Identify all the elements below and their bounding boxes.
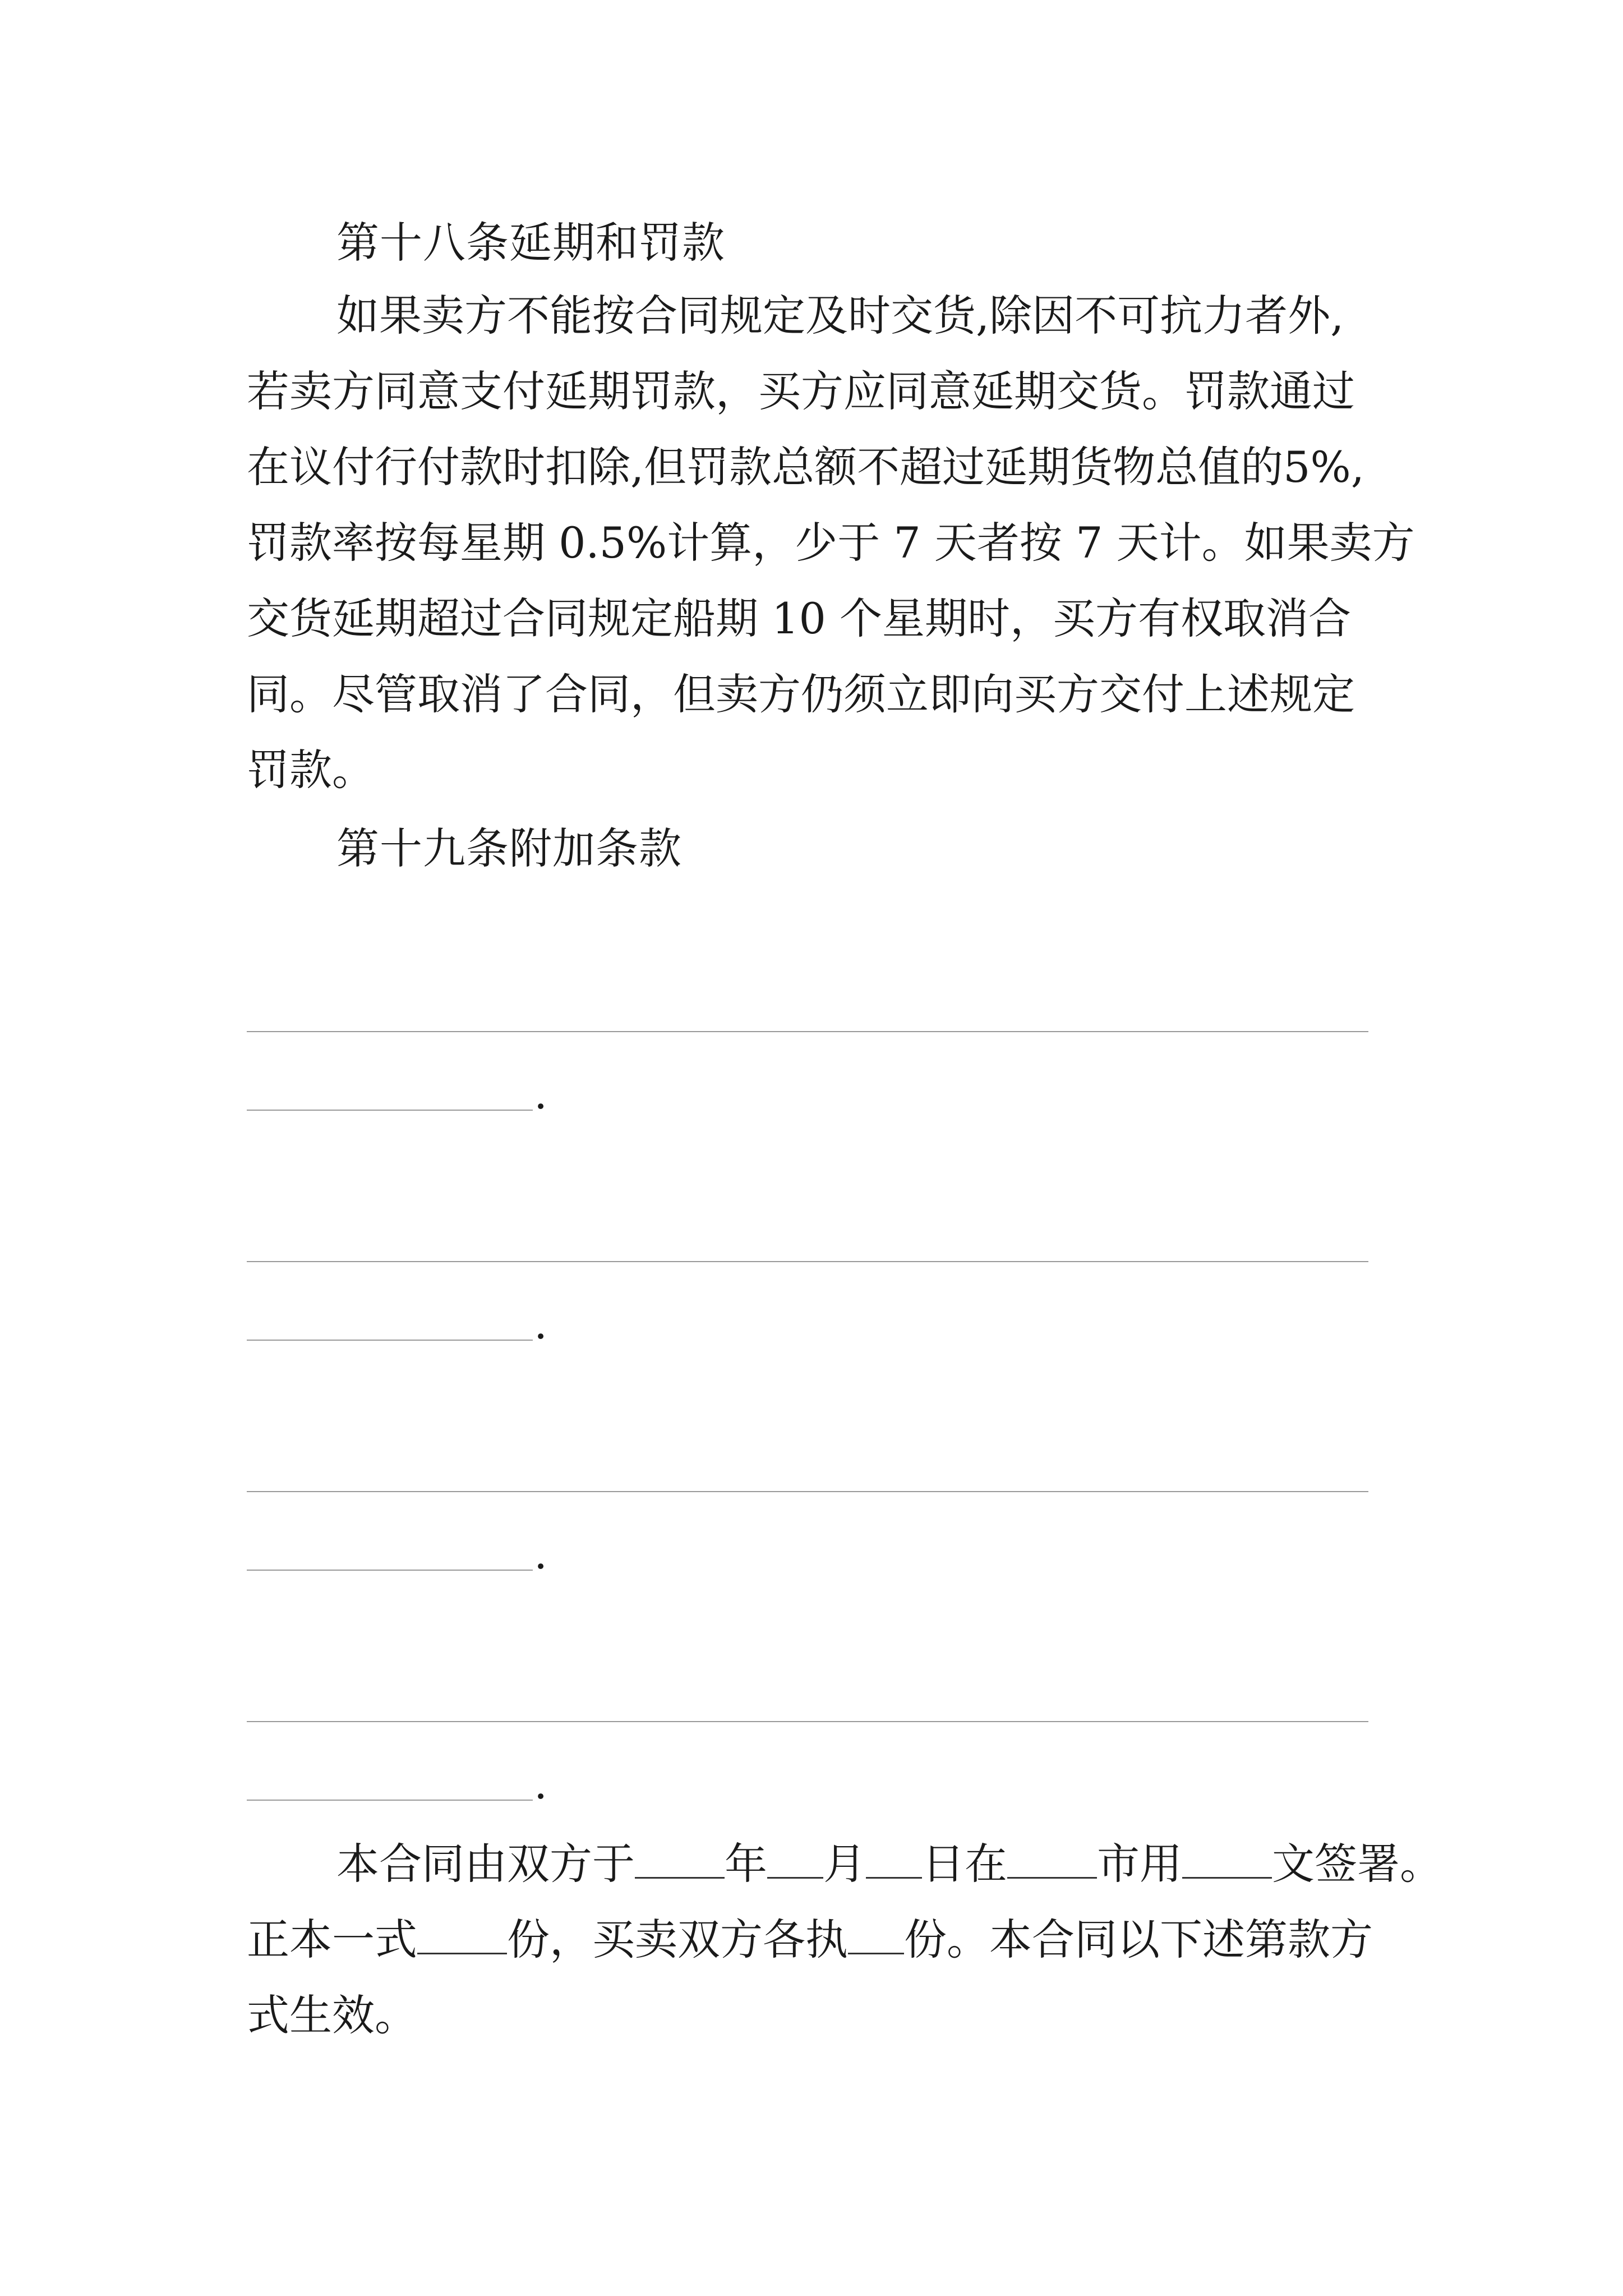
blank-line-short-1[interactable] [247, 1110, 533, 1111]
article-18-line-6: 同。尽管取消了合同，但卖方仍须立即向买方交付上述规定 [247, 669, 1355, 719]
closing-text-1: 本合同由双方于 [336, 1839, 635, 1889]
blank-line-long-1[interactable] [247, 1031, 1368, 1032]
article-18-line-1: 如果卖方不能按合同规定及时交货,除因不可抗力者外, [336, 291, 1344, 341]
closing-line-3: 式生效。 [247, 1990, 417, 2040]
blank-line-long-4[interactable] [247, 1721, 1368, 1722]
article-18-heading: 第十八条延期和罚款 [336, 218, 725, 268]
blank-line-long-2[interactable] [247, 1261, 1368, 1262]
language-blank[interactable] [1182, 1877, 1272, 1879]
blank-line-period-3: . [534, 1529, 548, 1579]
closing-text-5: 市用 [1097, 1839, 1182, 1889]
each-copies-blank[interactable] [848, 1953, 904, 1954]
blank-line-short-3[interactable] [247, 1570, 533, 1571]
article-18-line-4: 罚款率按每星期 0.5%计算，少于 7 天者按 7 天计。如果卖方 [247, 518, 1415, 568]
closing-line-1 [336, 1839, 1442, 1889]
blank-line-long-3[interactable] [247, 1491, 1368, 1492]
copies-blank[interactable] [417, 1953, 507, 1954]
closing-text-8: 份，买卖双方各执 [507, 1915, 848, 1964]
article-18-line-5: 交货延期超过合同规定船期 10 个星期时，买方有权取消合 [247, 593, 1352, 643]
closing-text-3: 月 [823, 1839, 866, 1889]
article-18-line-3: 在议付行付款时扣除,但罚款总额不超过延期货物总值的5%, [247, 442, 1364, 492]
blank-line-short-2[interactable] [247, 1340, 533, 1341]
blank-line-period-4: . [534, 1759, 548, 1809]
day-blank[interactable] [866, 1877, 922, 1879]
closing-text-9: 份。本合同以下述第款方 [904, 1915, 1373, 1964]
blank-line-period-2: . [534, 1299, 548, 1349]
year-blank[interactable] [635, 1877, 725, 1879]
article-19-heading: 第十九条附加条款 [336, 823, 682, 873]
closing-text-6: 文签署。 [1272, 1839, 1442, 1889]
month-blank[interactable] [767, 1877, 823, 1879]
closing-text-2: 年 [725, 1839, 767, 1889]
closing-text-4: 日在 [922, 1839, 1007, 1889]
closing-line-2 [247, 1915, 1373, 1964]
article-18-line-7: 罚款。 [247, 745, 375, 795]
city-blank[interactable] [1007, 1877, 1097, 1879]
blank-line-short-4[interactable] [247, 1800, 533, 1801]
blank-line-period-1: . [534, 1069, 548, 1119]
article-18-line-2: 若卖方同意支付延期罚款，买方应同意延期交货。罚款通过 [247, 366, 1355, 416]
closing-text-7: 正本一式 [247, 1915, 417, 1964]
